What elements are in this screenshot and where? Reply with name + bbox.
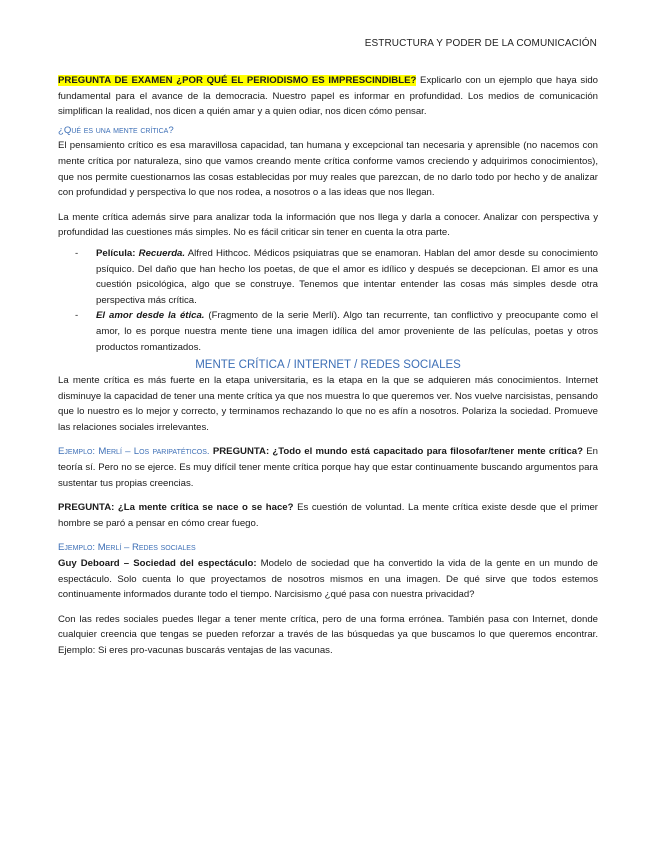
example-label: Ejemplo: Merlí – Los paripatéticos. — [58, 446, 210, 458]
section-title: MENTE CRÍTICA / INTERNET / REDES SOCIALES — [195, 359, 461, 372]
bullet-text: (Fragmento de la serie Merlí). Algo tan recurrente, tan conflictivo y preocupante como el amor, lo es porque nuestra mente tiene una imagen idílica del amor proveniente de las películas, poetas y otros productos romantizados. — [96, 310, 599, 353]
exam-question-paragraph — [58, 73, 598, 120]
bullet-label: Película: — [96, 247, 139, 259]
bullet-title: El amor desde la ética. — [96, 310, 205, 322]
exam-question-text: Explicarlo con un ejemplo que haya sido fundamental para el avance de la democracia. Nuestro papel es informar en profundidad. Los medios de comunicación simplifican la realidad, nos dicen a quién amar y a quien odiar, nos dicen cómo pensar. — [58, 75, 598, 118]
bullet-title: Recuerda. — [138, 247, 186, 259]
paragraph-internet: La mente crítica es más fuerte en la etapa universitaria, es la etapa en la que se adquieren más conocimientos. Internet disminuye la capacidad de tener una mente crítica ya que nos muestra lo que queremos ver. Nos vuelve narcisistas, pensando que lo nuestro es lo mejor y correcto, y terminamos rechazando lo que no es afín a nosotros. Polariza la sociedad. Promueve las relaciones sociales irrelevantes. — [58, 375, 598, 433]
debord-bold: Guy Deboard – Sociedad del espectáculo: — [58, 558, 257, 570]
paragraph-nace-o-hace — [58, 500, 598, 531]
list-item — [58, 246, 598, 308]
bullet-text: Alfred Hithcoc. Médicos psiquiatras que se enamoran. Hablan del amor desde su conocimiento psíquico. Del daño que han hecho los poetas, de que el amor es idílico y después se decepcionan. El amor es una cuestión psicológica, algo que se construye. Tenemos que intentar entender las cosas más simples desde otra perspectiva más crítica. — [96, 247, 598, 306]
debord-text: Modelo de sociedad que ha convertido la vida de la gente en un mundo de espectáculo. Solo cuenta lo que proyectamos de nosotros mismos en una imagen. De qué sirve que todos estemos continuamente informados durante todo el tiempo. Narcisismo ¿qué pasa con nuestra privacidad? — [58, 558, 598, 601]
question-bold: PREGUNTA: ¿La mente crítica se nace o se hace? — [58, 502, 294, 514]
paragraph-debord — [58, 556, 598, 603]
subheading-mente-critica: ¿Qué es una mente crítica? — [58, 124, 174, 136]
running-header: ESTRUCTURA Y PODER DE LA COMUNICACIÓN — [364, 38, 597, 49]
answer-text: Es cuestión de voluntad. La mente crítica existe desde que el primer hombre se paró a pensar en cómo crear fuego. — [58, 502, 598, 529]
paragraph-pensamiento-critico: El pensamiento crítico es esa maravillosa capacidad, tan humana y excepcional tan necesaria y aprensible (no nacemos con mente crítica por naturaleza, sino que vamos creando mente crítica conforme vamos creciendo y adquirimos conocimientos), que nos permite cuestionarnos las cosas establecidas por muy reales que parezcan, de no darlo todo por hecho y de analizar con profundidad y perspectiva lo que nos rodea, a nosotros o a las ideas que nos llegan. — [58, 140, 598, 199]
paragraph-merli-peripateticos — [58, 444, 598, 491]
bullet-dash: - — [75, 310, 79, 322]
paragraph-redes-erronea: Con las redes sociales puedes llegar a tener mente crítica, pero de una forma errónea. También pasa con Internet, donde cualquier creencia que tengas se pueden reforzar a través de las búsquedas ya que buscamos lo que queremos encontrar. Ejemplo: Si eres pro-vacunas buscarás ventajas de las vacunas. — [58, 613, 598, 656]
exam-question-highlight: PREGUNTA DE EXAMEN ¿POR QUÉ EL PERIODISMO ES IMPRESCINDIBLE? — [58, 75, 417, 86]
paragraph-analizar: La mente crítica además sirve para analizar toda la información que nos llega y darla a conocer. Analizar con perspectiva y profundidad las cuestiones más simples. No es fácil criticar sin tener en cuenta la otra parte. — [58, 211, 598, 239]
answer-text: En teoría sí. Pero no se ejerce. Es muy difícil tener mente crítica porque hay que estar continuamente buscando argumentos para sustentar tus propias creencias. — [58, 446, 598, 489]
bullet-list — [58, 246, 598, 355]
question-bold: PREGUNTA: ¿Todo el mundo está capacitado para filosofar/tener mente crítica? — [209, 446, 583, 458]
list-item — [58, 308, 598, 355]
document-body — [58, 73, 598, 659]
subheading-redes-sociales: Ejemplo: Merlí – Redes sociales — [58, 542, 196, 554]
bullet-dash: - — [75, 247, 79, 259]
